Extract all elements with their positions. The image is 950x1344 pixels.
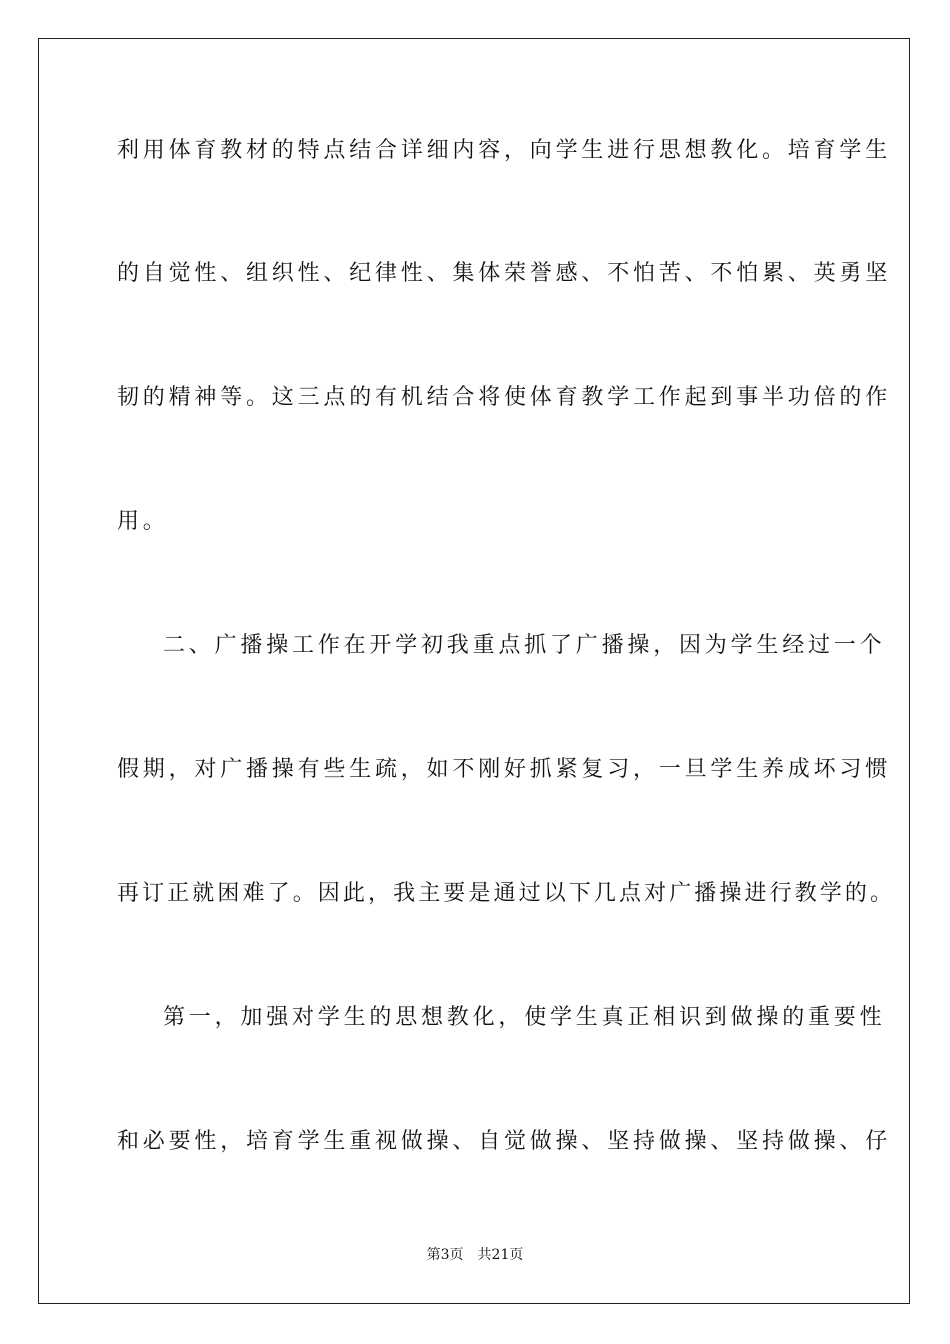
body-text-line: 利用体育教材的特点结合详细内容，向学生进行思想教化。培育学生 [117,138,892,163]
body-text-line: 再订正就困难了。因此，我主要是通过以下几点对广播操进行教学的。 [117,881,896,906]
page-border [38,38,910,1304]
page-footer [0,1245,950,1265]
body-text-line: 和必要性，培育学生重视做操、自觉做操、坚持做操、坚持做操、仔 [117,1129,892,1154]
body-text-line: 的自觉性、组织性、纪律性、集体荣誉感、不怕苦、不怕累、英勇坚 [117,261,892,286]
body-text-line: 韧的精神等。这三点的有机结合将使体育教学工作起到事半功倍的作 [117,385,892,410]
body-text-line: 用。 [117,509,169,534]
page-number: 第3页 [426,1247,464,1263]
body-text-line: 假期，对广播操有些生疏，如不刚好抓紧复习，一旦学生养成坏习惯 [117,757,892,782]
page-total: 共21页 [477,1247,524,1263]
body-text-line: 二、广播操工作在开学初我重点抓了广播操，因为学生经过一个 [163,633,886,658]
body-text-line: 第一，加强对学生的思想教化，使学生真正相识到做操的重要性 [163,1005,886,1030]
